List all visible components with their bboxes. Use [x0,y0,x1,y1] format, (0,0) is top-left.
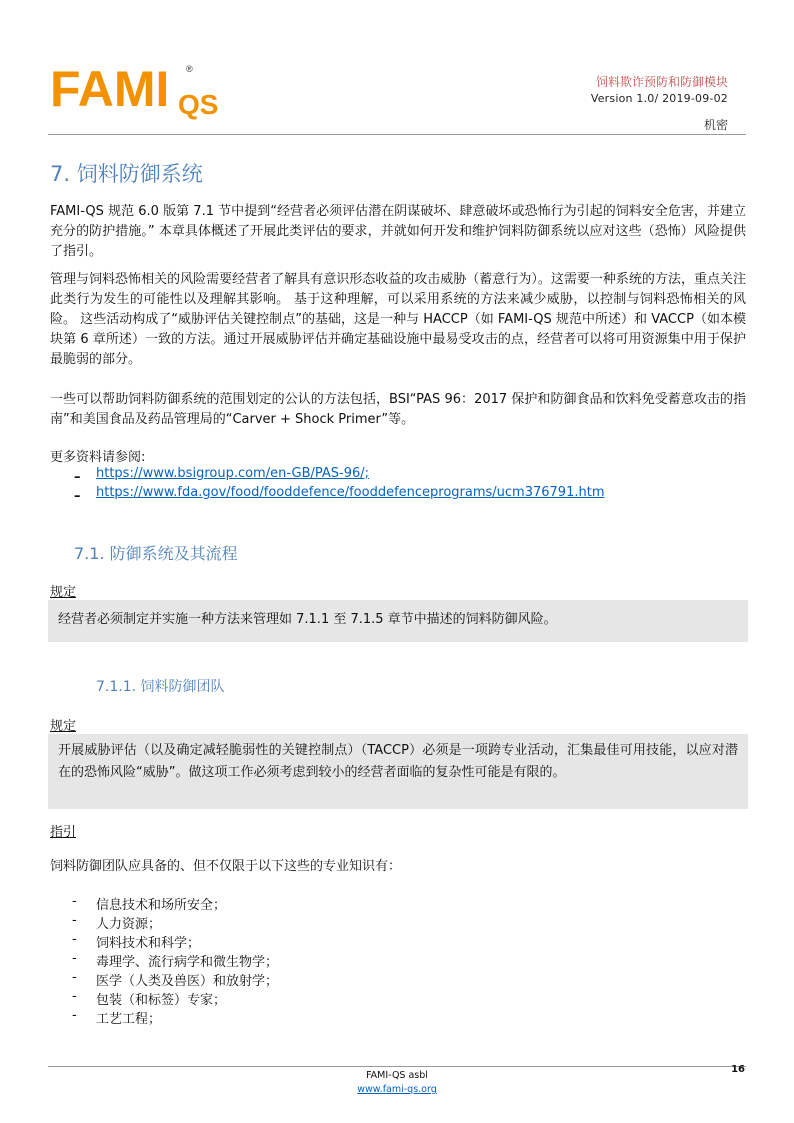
page-number: 16 [731,1064,745,1075]
reference-link-fda[interactable]: https://www.fda.gov/food/fooddefence/fooddefenceprograms/ucm376791.htm [96,485,605,500]
list-bullet: - [72,932,77,947]
list-item-text: 工艺工程； [96,1012,162,1027]
list-item [72,1008,162,1027]
requirement-label: 规定 [50,585,77,600]
reference-bullet: – [74,489,81,504]
logo-qs-text: QS [178,89,219,120]
doc-version: Version 1.0/ 2019-09-02 [590,92,728,105]
doc-title: 饲料欺诈预防和防御模块 [595,75,728,89]
list-item-text: 人力资源； [96,917,162,932]
reference-bullet: – [74,470,81,485]
list-item [72,989,227,1008]
requirement-box [48,734,748,809]
reference-item [74,485,81,504]
header-divider [48,134,746,135]
footer-divider [48,1066,746,1067]
references-intro: 更多资料请参阅: [50,450,146,465]
logo-fami-text: FAMI [50,62,170,117]
requirement-box [48,600,748,642]
list-bullet: - [72,970,77,985]
footer-website-link[interactable]: www.fami-qs.org [357,1084,437,1095]
guidance-text: 饲料防御团队应具备的、但不仅限于以下这些的专业知识有： [50,859,402,874]
list-item [72,913,162,932]
list-bullet: - [72,1008,77,1023]
paragraph-3: 一些可以帮助饲料防御系统的范围划定的公认的方法包括，BSI“PAS 96：2017 保护和防御食品和饮料免受蓄意攻击的指南”和美国食品及药品管理局的“Carver + Shock Primer”等。 [50,392,746,427]
list-item-text: 毒理学、流行病学和微生物学； [96,955,279,970]
list-bullet: - [72,951,77,966]
list-item [72,894,227,913]
requirement-text: 开展威胁评估（以及确定减轻脆弱性的关键控制点）（TACCP）必须是一项跨专业活动，汇集最佳可用技能，以应对潜在的恐怖风险“威胁”。做这项工作必须考虑到较小的经营者面临的复杂性可能是有限的。 [58,743,738,780]
list-item-text: 饲料技术和科学； [96,936,201,951]
list-item [72,932,201,951]
logo-registered-mark: ® [186,64,193,74]
list-item-text: 医学（人类及兽医）和放射学； [96,974,279,989]
list-item-text: 包装（和标签）专家； [96,993,227,1008]
list-bullet: - [72,894,77,909]
section-heading: 7. 饲料防御系统 [50,162,203,186]
logo-graphic [50,62,240,122]
paragraph-1: FAMI-QS 规范 6.0 版第 7.1 节中提到“经营者必须评估潜在阴谋破坏、肆意破坏或恐怖行为引起的饲料安全危害，并建立充分的防护措施。” 本章具体概述了开展此类评估的要求，并就如何开发和维护饲料防御系统以应对这些（恐怖）风险提供了指引。 [50,204,746,259]
requirement-text: 经营者必须制定并实施一种方法来管理如 7.1.1 至 7.1.5 章节中描述的饲料防御风险。 [58,612,557,627]
list-bullet: - [72,989,77,1004]
footer-org: FAMI-QS asbl [366,1070,428,1081]
requirement-label: 规定 [50,719,77,734]
reference-item [74,466,81,485]
fami-qs-logo [50,62,240,122]
paragraph-2: 管理与饲料恐怖相关的风险需要经营者了解具有意识形态收益的攻击威胁（蓄意行为）。这需要一种系统的方法，重点关注此类行为发生的可能性以及理解其影响。 基于这种理解，可以采用系统的方法来减少威胁，以控制与饲料恐怖相关的风险。 这些活动构成了“威胁评估关键控制点”的基础，这是一种与 HACCP（如 FAMI-QS 规范中所述）和 VACCP（如本模块第 6 章所述）一致的方法。通过开展威胁评估并确定基础设施中最易受攻击的点，经营者可以将可用资源集中用于保护最脆弱的部分。 [50,272,746,367]
list-item [72,951,279,970]
list-item [72,970,279,989]
list-item-text: 信息技术和场所安全； [96,898,227,913]
guidance-label: 指引 [50,825,77,840]
reference-link-bsi[interactable]: https://www.bsigroup.com/en-GB/PAS-96/; [96,466,370,481]
subsection-heading-7-1: 7.1. 防御系统及其流程 [74,544,238,563]
subsection-heading-7-1-1: 7.1.1. 饲料防御团队 [96,679,225,695]
confidential-label: 机密 [703,118,728,132]
list-bullet: - [72,913,77,928]
